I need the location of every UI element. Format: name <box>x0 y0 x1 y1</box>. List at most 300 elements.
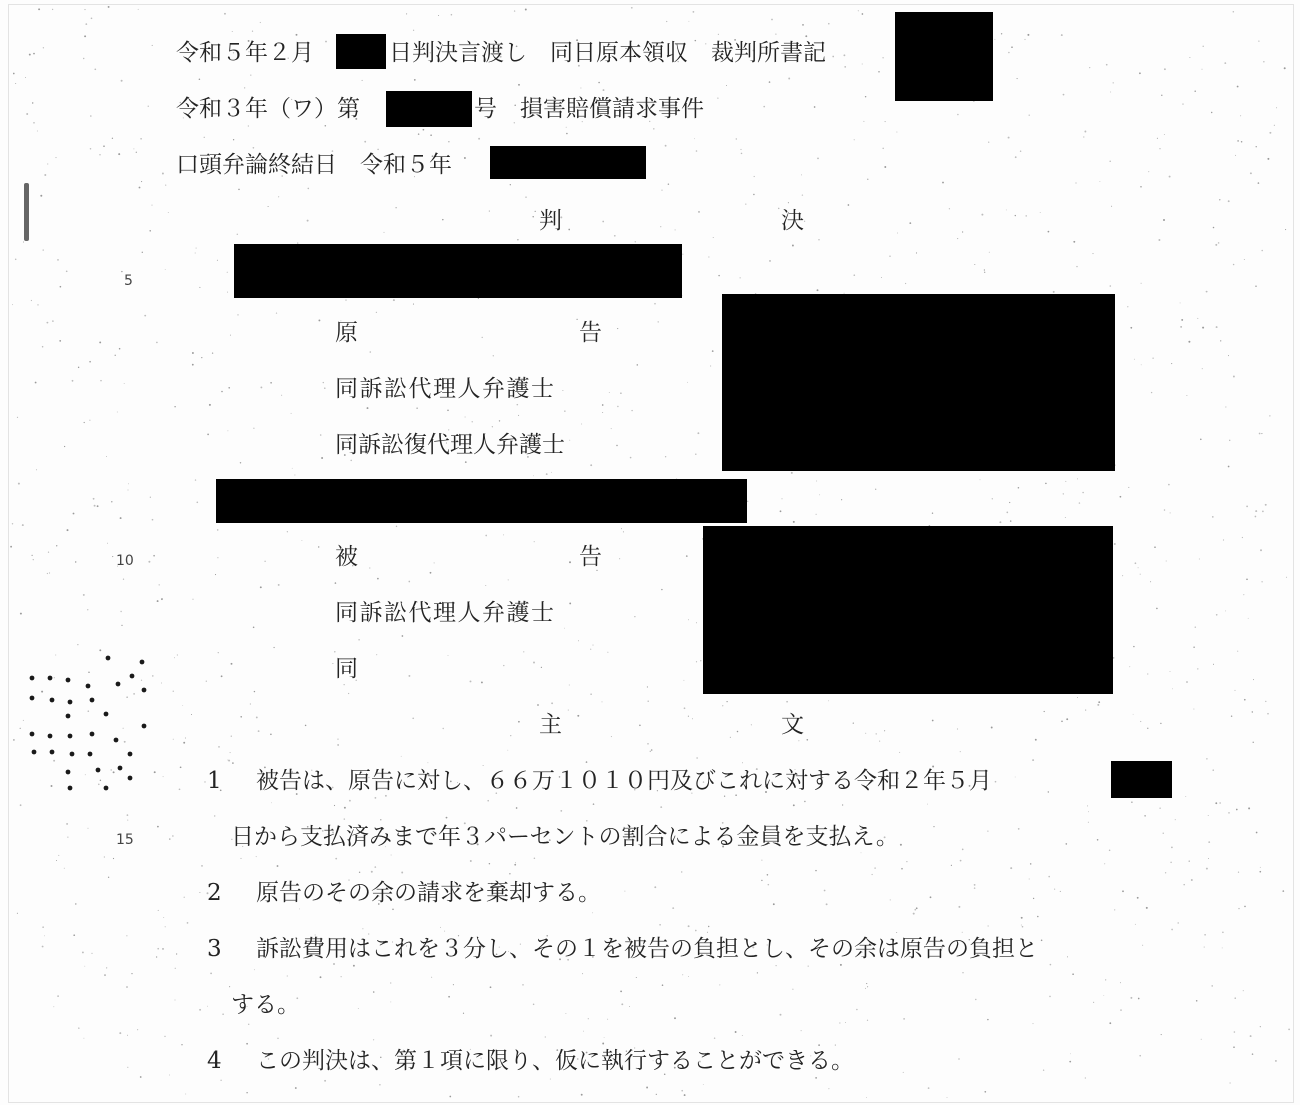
scan-speckle <box>516 807 518 809</box>
scan-speckle <box>489 863 490 864</box>
scan-speckle <box>932 513 933 514</box>
scan-speckle <box>1255 285 1256 286</box>
scan-speckle <box>1011 46 1013 48</box>
scan-speckle <box>742 1035 743 1036</box>
scan-speckle <box>861 852 862 853</box>
scan-speckle <box>624 891 625 892</box>
scan-speckle <box>149 230 151 232</box>
scan-speckle <box>1135 562 1137 564</box>
scan-speckle <box>359 872 360 873</box>
scan-speckle <box>603 89 605 91</box>
scan-speckle <box>1172 688 1173 689</box>
scan-speckle <box>621 1003 623 1005</box>
scan-speckle <box>984 1091 986 1093</box>
scan-speckle <box>195 252 196 253</box>
scan-speckle <box>757 972 758 973</box>
scan-speckle <box>418 133 420 135</box>
scan-speckle <box>1070 1053 1071 1054</box>
scan-speckle <box>318 319 320 321</box>
scan-speckle <box>214 815 215 816</box>
scan-speckle <box>44 174 46 176</box>
scan-speckle <box>396 526 397 527</box>
scan-speckle <box>341 976 342 977</box>
scan-speckle <box>163 917 164 918</box>
scan-speckle <box>1202 368 1203 369</box>
punch-dot <box>90 732 95 737</box>
scan-speckle <box>1213 664 1214 665</box>
scan-speckle <box>220 1080 221 1081</box>
scan-speckle <box>248 125 249 126</box>
scan-speckle <box>688 925 690 927</box>
scan-speckle <box>1147 728 1148 729</box>
scan-speckle <box>90 115 92 117</box>
scan-speckle <box>121 80 123 82</box>
scan-speckle <box>1208 858 1209 859</box>
scan-speckle <box>1024 39 1025 40</box>
scan-speckle <box>1208 815 1209 816</box>
redaction-block <box>895 12 993 101</box>
scan-speckle <box>490 1035 492 1037</box>
scan-speckle <box>980 479 981 480</box>
scan-speckle <box>1083 136 1084 137</box>
scan-speckle <box>962 231 963 232</box>
scan-speckle <box>535 211 536 212</box>
scan-speckle <box>209 404 211 406</box>
scan-speckle <box>930 896 932 898</box>
scan-speckle <box>672 907 674 909</box>
scan-speckle <box>48 552 49 553</box>
scan-speckle <box>1164 509 1166 511</box>
scan-speckle <box>1021 917 1023 919</box>
scan-speckle <box>1288 1029 1290 1031</box>
scan-speckle <box>1103 995 1104 996</box>
scan-speckle <box>440 927 441 928</box>
scan-speckle <box>217 557 218 558</box>
scan-speckle <box>244 87 245 88</box>
scan-speckle <box>173 739 174 740</box>
scan-speckle <box>843 54 845 56</box>
scan-speckle <box>229 986 230 987</box>
scan-speckle <box>52 320 54 322</box>
scan-speckle <box>697 757 698 758</box>
scan-speckle <box>1284 67 1286 69</box>
scan-speckle <box>499 420 500 421</box>
scan-speckle <box>1255 510 1257 512</box>
scan-speckle <box>1233 264 1235 266</box>
scan-speckle <box>503 534 504 535</box>
scan-speckle <box>656 1094 657 1095</box>
scan-speckle <box>22 524 24 526</box>
scan-speckle <box>1252 711 1253 712</box>
scan-speckle <box>345 300 346 301</box>
scan-speckle <box>1237 651 1238 652</box>
scan-speckle <box>323 382 324 383</box>
scan-speckle <box>374 866 376 868</box>
punch-dot <box>48 676 53 681</box>
scan-speckle <box>747 501 748 502</box>
scan-speckle <box>227 272 228 273</box>
scan-speckle <box>761 860 762 861</box>
scan-speckle <box>1098 701 1100 703</box>
scan-speckle <box>163 776 164 777</box>
scan-speckle <box>688 619 689 620</box>
scan-speckle <box>1147 673 1148 674</box>
scan-speckle <box>999 521 1001 523</box>
scan-speckle <box>665 456 666 457</box>
scan-speckle <box>1204 947 1205 948</box>
scan-speckle <box>577 715 579 717</box>
scan-speckle <box>174 657 175 658</box>
scan-speckle <box>1250 172 1252 174</box>
scan-speckle <box>1088 822 1089 823</box>
scan-speckle <box>788 78 790 80</box>
scan-speckle <box>1206 291 1208 293</box>
scan-speckle <box>580 87 581 88</box>
scan-speckle <box>1216 614 1218 616</box>
scan-speckle <box>1029 878 1030 879</box>
scan-speckle <box>152 45 153 46</box>
punch-dot <box>30 732 35 737</box>
scan-speckle <box>565 1013 566 1014</box>
scan-speckle <box>1230 1082 1231 1083</box>
scan-speckle <box>1131 801 1132 802</box>
scan-speckle <box>564 411 565 412</box>
redaction-block <box>722 294 1115 471</box>
scan-speckle <box>1120 982 1121 983</box>
punch-dot <box>116 682 121 687</box>
scan-speckle <box>602 221 604 223</box>
scan-speckle <box>602 1043 604 1045</box>
scan-speckle <box>99 154 100 155</box>
scan-speckle <box>1041 940 1043 942</box>
scan-speckle <box>899 752 900 753</box>
scan-speckle <box>817 289 819 291</box>
scan-speckle <box>126 986 128 988</box>
scan-speckle <box>989 252 990 253</box>
scan-speckle <box>1050 964 1052 966</box>
scan-speckle <box>204 137 205 138</box>
scan-speckle <box>73 513 75 515</box>
scan-speckle <box>83 58 84 59</box>
scan-speckle <box>949 208 950 209</box>
scan-speckle <box>901 868 903 870</box>
scan-speckle <box>470 860 472 862</box>
scan-speckle <box>227 430 228 431</box>
scan-speckle <box>1018 487 1020 489</box>
scan-speckle <box>201 357 202 358</box>
scan-speckle <box>1170 512 1171 513</box>
scan-speckle <box>60 286 62 288</box>
scan-speckle <box>962 972 963 973</box>
scan-speckle <box>737 731 739 733</box>
scan-speckle <box>1138 998 1140 1000</box>
scan-speckle <box>100 380 102 382</box>
scan-speckle <box>1137 897 1139 899</box>
scan-speckle <box>465 416 466 417</box>
scan-speckle <box>914 909 916 911</box>
scan-speckle <box>64 446 65 447</box>
scan-speckle <box>862 13 864 15</box>
scan-speckle <box>250 74 251 75</box>
scan-speckle <box>161 682 162 683</box>
scan-speckle <box>379 1084 381 1086</box>
scan-speckle <box>371 871 373 873</box>
scan-speckle <box>463 1013 464 1014</box>
scan-speckle <box>616 445 617 446</box>
scan-speckle <box>604 1037 605 1038</box>
scan-speckle <box>1171 847 1173 849</box>
scan-speckle <box>485 585 486 586</box>
scan-speckle <box>12 304 13 305</box>
scan-speckle <box>180 766 182 768</box>
scan-speckle <box>1165 872 1166 873</box>
scan-speckle <box>1079 502 1080 503</box>
scan-speckle <box>391 855 392 856</box>
scan-speckle <box>1022 926 1024 928</box>
scan-speckle <box>551 472 552 473</box>
scan-speckle <box>1186 395 1187 396</box>
scan-speckle <box>118 153 120 155</box>
scan-speckle <box>66 270 68 272</box>
scan-speckle <box>745 203 746 204</box>
scan-speckle <box>792 245 794 247</box>
scan-speckle <box>866 983 867 984</box>
scan-speckle <box>324 1080 326 1082</box>
scan-speckle <box>35 382 37 384</box>
scan-speckle <box>136 152 137 153</box>
scan-speckle <box>112 556 113 557</box>
scan-speckle <box>1241 141 1243 143</box>
scan-speckle <box>906 861 907 862</box>
scan-speckle <box>695 930 697 932</box>
scan-speckle <box>712 350 714 352</box>
scan-speckle <box>740 149 741 150</box>
scan-speckle <box>533 662 535 664</box>
scan-speckle <box>987 1019 988 1020</box>
scan-speckle <box>1085 710 1086 711</box>
scan-speckle <box>1262 511 1264 513</box>
scan-speckle <box>631 7 633 9</box>
scan-speckle <box>271 802 272 803</box>
scan-speckle <box>974 887 976 889</box>
scan-speckle <box>478 138 480 140</box>
scan-speckle <box>1061 721 1063 723</box>
scan-speckle <box>1084 131 1086 133</box>
scan-speckle <box>448 996 450 998</box>
scan-speckle <box>1122 890 1124 892</box>
scan-speckle <box>853 722 854 723</box>
scan-speckle <box>1138 567 1139 568</box>
scan-speckle <box>106 456 107 457</box>
scan-speckle <box>42 926 43 927</box>
scan-speckle <box>438 15 439 16</box>
scan-speckle <box>683 680 684 681</box>
scan-speckle <box>903 1018 905 1020</box>
scan-speckle <box>383 232 384 233</box>
scan-speckle <box>1201 1039 1202 1040</box>
scan-speckle <box>863 121 864 122</box>
scan-speckle <box>307 220 309 222</box>
scan-speckle <box>988 926 989 927</box>
scan-speckle <box>619 558 620 559</box>
scan-speckle <box>1202 69 1203 70</box>
scan-speckle <box>518 84 520 86</box>
scan-speckle <box>15 83 16 84</box>
punch-dot <box>104 712 109 717</box>
scan-speckle <box>1043 1070 1044 1071</box>
scan-speckle <box>268 206 269 207</box>
scan-speckle <box>1243 990 1244 991</box>
scan-speckle <box>844 66 846 68</box>
scan-speckle <box>867 1020 868 1021</box>
scan-speckle <box>124 383 125 384</box>
scan-speckle <box>1261 433 1262 434</box>
scan-speckle <box>128 483 129 484</box>
scan-speckle <box>582 973 583 974</box>
scan-speckle <box>1231 715 1232 716</box>
plaintiff-attorney-label: 同訴訟代理人弁護士 <box>335 376 556 402</box>
scan-speckle <box>1076 266 1077 267</box>
scan-speckle <box>83 594 85 596</box>
scan-speckle <box>157 826 159 828</box>
scan-speckle <box>1154 546 1156 548</box>
scan-speckle <box>1048 876 1050 878</box>
scan-speckle <box>951 865 952 866</box>
scan-speckle <box>769 260 771 262</box>
scan-speckle <box>1114 909 1115 910</box>
punch-dot <box>86 684 91 689</box>
scan-speckle <box>653 128 654 129</box>
scan-speckle <box>816 481 817 482</box>
scan-speckle <box>33 559 34 560</box>
scan-speckle <box>865 988 866 989</box>
scan-speckle <box>792 989 793 990</box>
scan-speckle <box>172 835 173 836</box>
scan-speckle <box>258 730 260 732</box>
scan-speckle <box>231 736 232 737</box>
scan-speckle <box>817 157 819 159</box>
scan-speckle <box>719 984 720 985</box>
scan-speckle <box>960 751 961 752</box>
scan-speckle <box>117 412 118 413</box>
scan-speckle <box>1037 916 1039 918</box>
scan-speckle <box>89 420 90 421</box>
scan-speckle <box>1219 802 1220 803</box>
scan-speckle <box>566 127 567 128</box>
scan-speckle <box>818 1044 820 1046</box>
scan-speckle <box>718 34 719 35</box>
scan-speckle <box>238 189 240 191</box>
scan-speckle <box>592 645 593 646</box>
scan-speckle <box>350 460 352 462</box>
scan-speckle <box>634 616 635 617</box>
scan-speckle <box>1161 1034 1162 1035</box>
scan-speckle <box>1156 608 1158 610</box>
punch-dot <box>104 786 109 791</box>
scan-speckle <box>1233 376 1235 378</box>
scan-speckle <box>393 299 395 301</box>
scan-speckle <box>175 968 176 969</box>
scan-speckle <box>858 10 859 11</box>
scan-speckle <box>569 684 570 685</box>
scan-speckle <box>18 483 20 485</box>
scan-speckle <box>1073 241 1075 243</box>
scan-speckle <box>1202 46 1203 47</box>
scan-speckle <box>1222 947 1223 948</box>
scan-speckle <box>252 31 253 32</box>
scan-speckle <box>482 337 483 338</box>
scan-speckle <box>37 304 38 305</box>
scan-speckle <box>408 675 410 677</box>
scan-speckle <box>620 392 622 394</box>
scan-speckle <box>75 903 76 904</box>
scan-speckle <box>358 639 360 641</box>
scan-speckle <box>156 342 158 344</box>
scan-speckle <box>742 762 743 763</box>
scan-speckle <box>140 138 142 140</box>
scan-speckle <box>364 141 366 143</box>
scan-speckle <box>947 1097 948 1098</box>
scan-speckle <box>390 982 391 983</box>
scan-speckle <box>126 935 127 936</box>
scan-speckle <box>367 407 369 409</box>
scan-speckle <box>832 56 834 58</box>
scan-speckle <box>165 926 166 927</box>
scan-speckle <box>1242 537 1243 538</box>
scan-speckle <box>1171 929 1173 931</box>
scan-speckle <box>1282 890 1284 892</box>
scan-speckle <box>623 531 624 532</box>
main-text-heading-char-2: 文 <box>781 712 804 738</box>
scan-speckle <box>43 47 44 48</box>
scan-speckle <box>816 514 817 515</box>
scan-speckle <box>1069 1061 1071 1063</box>
scan-speckle <box>525 196 527 198</box>
scan-speckle <box>1141 283 1142 284</box>
scan-speckle <box>905 283 906 284</box>
scan-speckle <box>1222 932 1224 934</box>
scan-speckle <box>287 531 288 532</box>
scan-speckle <box>181 1044 182 1045</box>
scan-speckle <box>17 417 18 418</box>
scan-speckle <box>1244 699 1246 701</box>
scan-speckle <box>1163 833 1164 834</box>
scan-speckle <box>158 910 159 911</box>
scan-speckle <box>1171 363 1172 364</box>
scan-speckle <box>639 725 641 727</box>
scan-speckle <box>1010 520 1011 521</box>
scan-speckle <box>1233 11 1235 13</box>
scan-speckle <box>1253 679 1254 680</box>
scan-speckle <box>957 114 959 116</box>
scan-speckle <box>651 749 653 751</box>
scan-speckle <box>942 182 944 184</box>
punch-dot <box>66 678 71 683</box>
scan-speckle <box>36 469 37 470</box>
scan-speckle <box>668 183 669 184</box>
scan-speckle <box>674 1017 676 1019</box>
scan-speckle <box>414 79 416 81</box>
scan-speckle <box>1088 811 1089 812</box>
scan-speckle <box>31 300 32 301</box>
scan-speckle <box>256 856 257 857</box>
scan-speckle <box>1258 40 1259 41</box>
scan-speckle <box>13 73 15 75</box>
punch-dot <box>50 698 55 703</box>
scan-speckle <box>1170 862 1171 863</box>
scan-speckle <box>1017 78 1018 79</box>
scan-speckle <box>246 1043 248 1045</box>
